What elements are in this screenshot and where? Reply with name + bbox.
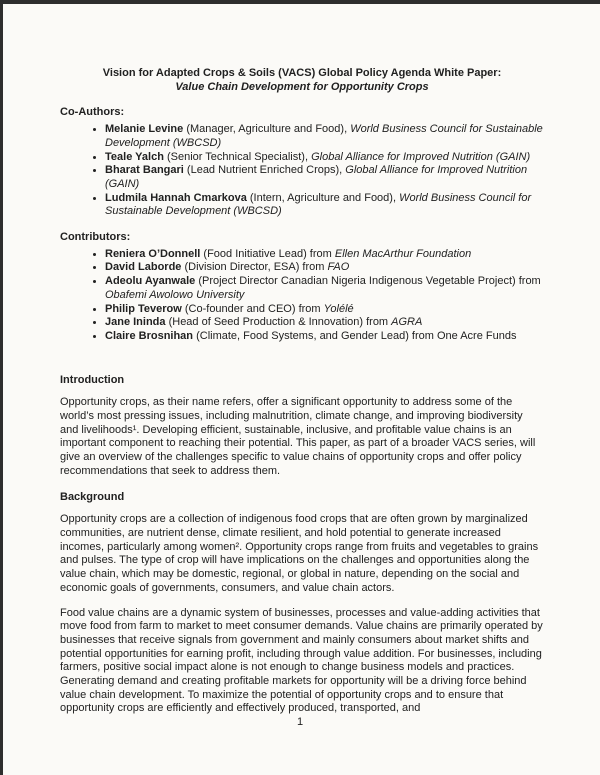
- contributor-name: Philip Teverow: [105, 302, 182, 315]
- contributor-role: (Head of Seed Production & Innovation) from: [165, 316, 392, 329]
- co-author-item: [105, 164, 544, 191]
- contributor-org: Obafemi Awolowo University: [105, 288, 245, 301]
- contributor-role: (Project Director Canadian Nigeria Indigenous Vegetable Project) from: [195, 275, 541, 288]
- introduction-paragraph: Opportunity crops, as their name refers, offer a significant opportunity to address some of the world’s most pressing issues, including malnutrition, climate change, and improving biodiversity and livelihoods¹. Developing efficient, sustainable, inclusive, and profitable value chains is an important component to reaching their potential. This paper, as part of a broader VACS series, will give an overview of the challenges specific to value chains of opportunity crops and offer policy recommendations that seek to address them.: [60, 396, 536, 477]
- author-name: Bharat Bangari: [105, 164, 184, 177]
- contributor-item: [105, 248, 544, 262]
- background-paragraph-2: Food value chains are a dynamic system of businesses, processes and value-adding activities that move food from farm to market to meet consumer demands. Value chains are primarily operated by businesses that receive signals from government and mainly consumers about market shifts and potential opportunities for earning profit, including through value addition. For businesses, including farmers, positive social impact alone is not enough to change business models and practices. Generating demand and creating profitable markets for opportunity will be a driving force behind value chain development. To maximize the potential of opportunity crops and to ensure that opportunity crops are efficiently and effectively produced, transported, and: [60, 606, 543, 715]
- contributor-item: [105, 261, 544, 275]
- contributor-org: Yolélé: [323, 302, 354, 315]
- contributor-item: [105, 330, 544, 344]
- document-page: [60, 0, 544, 716]
- contributor-item: [105, 316, 544, 330]
- author-org: Global Alliance for Improved Nutrition (GAIN): [311, 150, 531, 163]
- author-role: (Intern, Agriculture and Food),: [246, 191, 400, 204]
- page-edge-left: [0, 0, 3, 775]
- author-name: Teale Yalch: [105, 150, 164, 163]
- contributor-name: David Laborde: [105, 261, 182, 274]
- contributor-role: (Climate, Food Systems, and Gender Lead) from One Acre Funds: [193, 329, 517, 342]
- document-title-line1: Vision for Adapted Crops & Soils (VACS) Global Policy Agenda White Paper:: [102, 67, 502, 79]
- contributors-list: [60, 248, 544, 344]
- document-title-line2: Value Chain Development for Opportunity Crops: [175, 80, 429, 93]
- author-name: Melanie Levine: [105, 123, 184, 136]
- page-number: 1: [296, 716, 304, 728]
- author-org: World Business Council for Sustainable Development (WBCSD): [105, 191, 532, 218]
- author-role: (Lead Nutrient Enriched Crops),: [183, 164, 346, 177]
- co-author-item: [105, 192, 544, 219]
- author-role: (Senior Technical Specialist),: [163, 150, 312, 163]
- contributor-name: Jane Ininda: [105, 316, 166, 329]
- contributor-item: [105, 303, 544, 317]
- author-role: (Manager, Agriculture and Food),: [183, 123, 351, 136]
- author-name: Ludmila Hannah Cmarkova: [105, 191, 247, 204]
- contributor-item: [105, 275, 544, 302]
- document-title: [60, 67, 544, 94]
- contributors-heading: Contributors:: [60, 231, 131, 244]
- contributor-org: Ellen MacArthur Foundation: [334, 247, 472, 260]
- background-heading: Background: [60, 490, 125, 503]
- co-authors-heading: Co-Authors:: [60, 106, 125, 119]
- contributor-name: Claire Brosnihan: [105, 329, 194, 342]
- background-paragraph-1: Opportunity crops are a collection of indigenous food crops that are often grown by marginalized communities, are nutrient dense, climate resilient, and hold potential to generate increased incomes, particularly among women². Opportunity crops range from fruits and vegetables to grains and pulses. The type of crop will have implications on the challenges and opportunities along the value chain, which may be domestic, regional, or global in nature, depending on the social and economic goals of governments, consumers, and value chain actors.: [60, 513, 539, 594]
- contributor-org: AGRA: [391, 316, 423, 329]
- author-org: World Business Council for Sustainable Development (WBCSD): [105, 123, 543, 149]
- introduction-heading: Introduction: [60, 373, 125, 386]
- contributor-org: FAO: [327, 261, 350, 274]
- contributor-role: (Food Initiative Lead) from: [200, 247, 335, 260]
- contributor-role: (Division Director, ESA) from: [181, 261, 328, 274]
- contributor-name: Adeolu Ayanwale: [105, 275, 196, 288]
- co-author-item: [105, 123, 544, 150]
- contributor-name: Reniera O’Donnell: [105, 247, 201, 260]
- co-authors-list: [60, 123, 544, 219]
- contributor-role: (Co-founder and CEO) from: [181, 302, 324, 315]
- co-author-item: [105, 151, 544, 165]
- author-org: Global Alliance for Improved Nutrition (GAIN): [105, 164, 528, 190]
